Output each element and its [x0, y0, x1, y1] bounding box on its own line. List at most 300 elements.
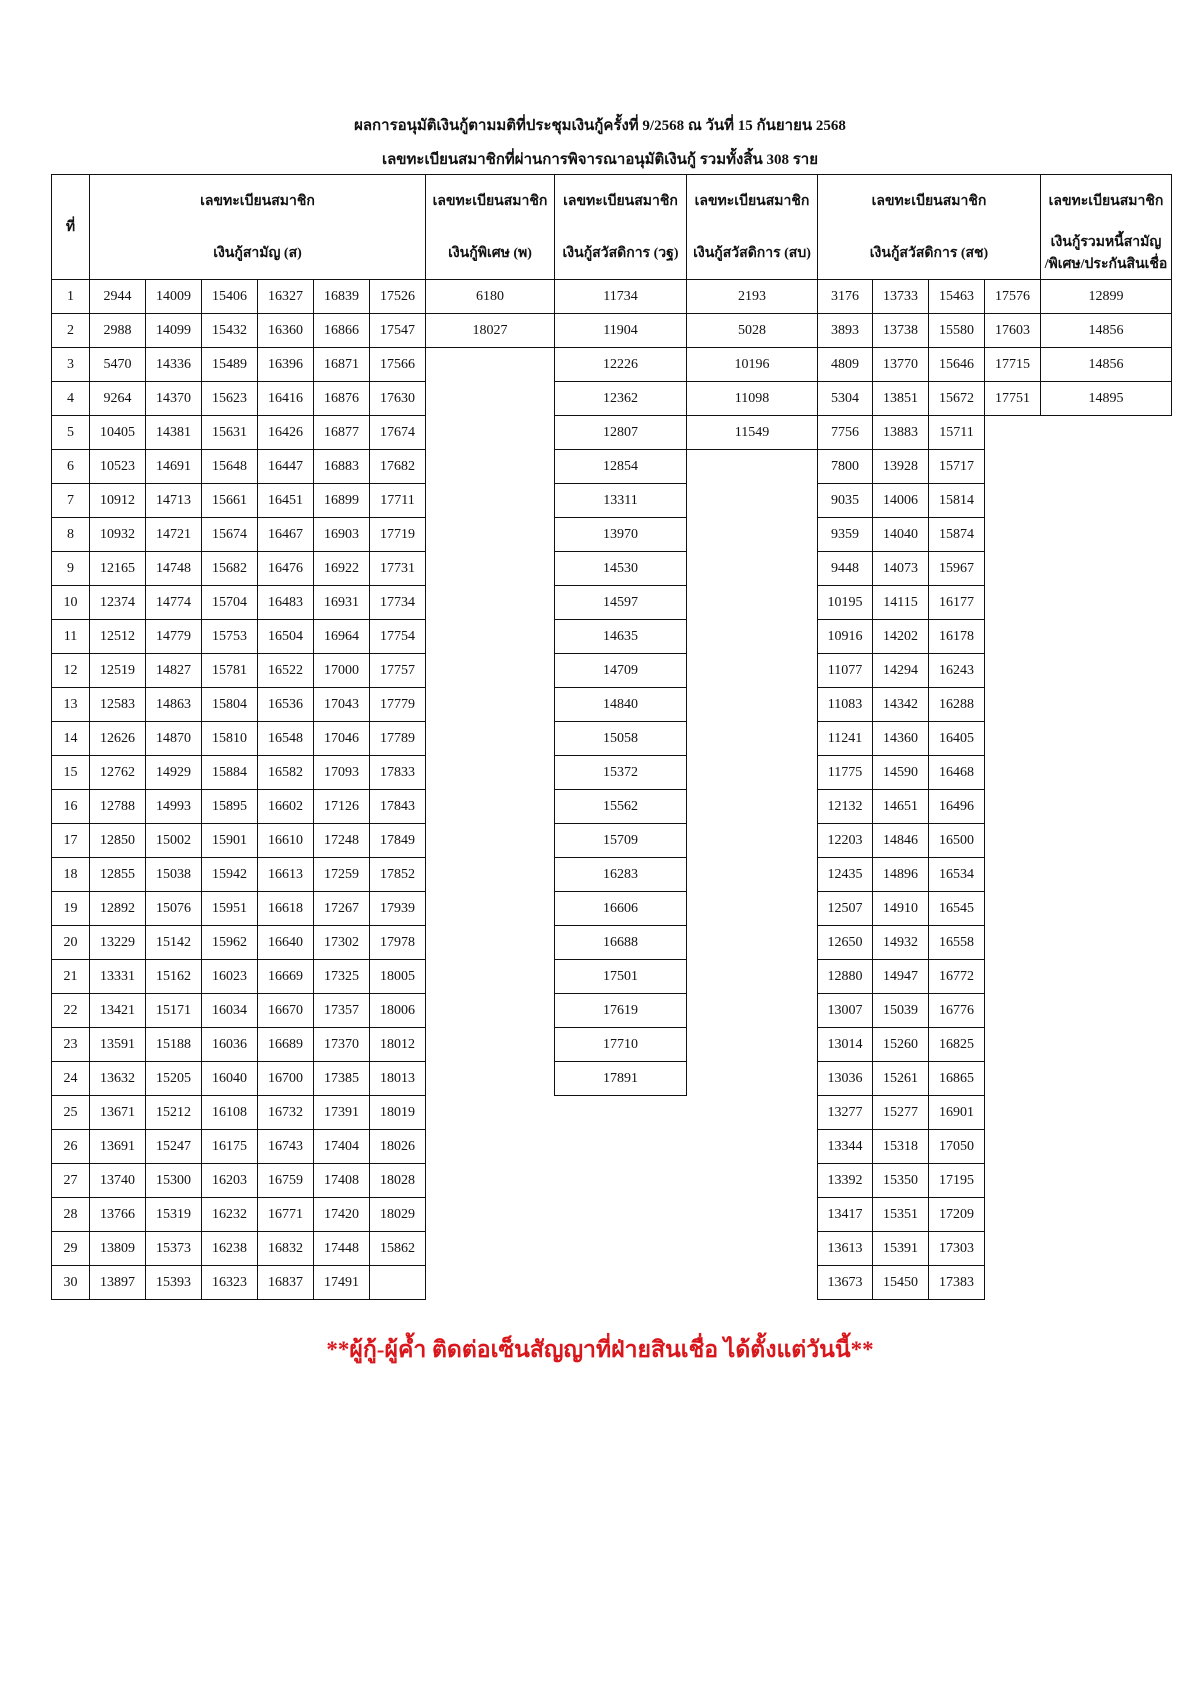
cell-s: 15205: [146, 1062, 202, 1096]
header-s-reg: เลขทะเบียนสมาชิก: [90, 175, 426, 228]
cell-s: 16175: [202, 1130, 258, 1164]
cell-s: 17448: [314, 1232, 370, 1266]
row-number: 9: [52, 552, 90, 586]
cell-sb: 2193: [687, 280, 818, 314]
cell-combined: [1041, 1028, 1172, 1062]
cell-sb: [687, 654, 818, 688]
cell-sc: 16776: [929, 994, 985, 1028]
cell-s: 17711: [370, 484, 426, 518]
cell-s: 17734: [370, 586, 426, 620]
cell-sc: 15277: [873, 1096, 929, 1130]
cell-s: 17043: [314, 688, 370, 722]
cell-sc: 13883: [873, 416, 929, 450]
cell-sb: [687, 824, 818, 858]
cell-s: 16700: [258, 1062, 314, 1096]
cell-sc: 16178: [929, 620, 985, 654]
cell-s: 17754: [370, 620, 426, 654]
cell-s: 17391: [314, 1096, 370, 1130]
cell-sc: 13673: [818, 1266, 873, 1300]
table-row: [52, 1062, 1172, 1096]
cell-s: 14827: [146, 654, 202, 688]
cell-s: 16640: [258, 926, 314, 960]
cell-vt: 14709: [555, 654, 687, 688]
cell-s: 12519: [90, 654, 146, 688]
cell-s: 10405: [90, 416, 146, 450]
cell-sc: 14947: [873, 960, 929, 994]
cell-sc: 13392: [818, 1164, 873, 1198]
cell-sb: [687, 1164, 818, 1198]
cell-s: 17731: [370, 552, 426, 586]
cell-vt: 15372: [555, 756, 687, 790]
cell-vt: 14840: [555, 688, 687, 722]
cell-sc: [985, 484, 1041, 518]
header-combined-label-line2: /พิเศษ/ประกันสินเชื่อ: [1044, 257, 1168, 272]
cell-s: 10912: [90, 484, 146, 518]
header-p-label: เงินกู้พิเศษ (พ): [426, 227, 555, 280]
row-number: 14: [52, 722, 90, 756]
table-row: [52, 892, 1172, 926]
cell-s: 15489: [202, 348, 258, 382]
cell-p: [426, 1232, 555, 1266]
cell-sc: 10916: [818, 620, 873, 654]
cell-s: 15406: [202, 280, 258, 314]
cell-s: 14381: [146, 416, 202, 450]
cell-vt: 17891: [555, 1062, 687, 1096]
cell-sb: [687, 756, 818, 790]
header-no: ที่: [52, 175, 90, 280]
cell-p: [426, 416, 555, 450]
row-number: 24: [52, 1062, 90, 1096]
cell-sc: 15039: [873, 994, 929, 1028]
cell-sc: 12880: [818, 960, 873, 994]
table-row: [52, 314, 1172, 348]
cell-sc: [985, 858, 1041, 892]
cell-sc: 15874: [929, 518, 985, 552]
cell-sb: [687, 518, 818, 552]
row-number: 21: [52, 960, 90, 994]
row-number: 2: [52, 314, 90, 348]
cell-s: 16877: [314, 416, 370, 450]
cell-sc: 16901: [929, 1096, 985, 1130]
cell-s: 16837: [258, 1266, 314, 1300]
cell-sc: 4809: [818, 348, 873, 382]
cell-s: 16034: [202, 994, 258, 1028]
cell-s: 16323: [202, 1266, 258, 1300]
cell-sb: [687, 484, 818, 518]
cell-sc: 16772: [929, 960, 985, 994]
cell-s: 17978: [370, 926, 426, 960]
cell-vt: 12807: [555, 416, 687, 450]
cell-s: 18012: [370, 1028, 426, 1062]
cell-s: 17849: [370, 824, 426, 858]
cell-sc: 15318: [873, 1130, 929, 1164]
cell-s: 14009: [146, 280, 202, 314]
row-number: 10: [52, 586, 90, 620]
cell-sc: 13417: [818, 1198, 873, 1232]
cell-sb: [687, 926, 818, 960]
cell-s: 17420: [314, 1198, 370, 1232]
cell-combined: [1041, 518, 1172, 552]
cell-s: 16522: [258, 654, 314, 688]
cell-combined: 14856: [1041, 348, 1172, 382]
table-row: [52, 450, 1172, 484]
cell-sc: 12203: [818, 824, 873, 858]
cell-sc: 15351: [873, 1198, 929, 1232]
cell-s: 17248: [314, 824, 370, 858]
cell-s: 13691: [90, 1130, 146, 1164]
cell-s: 13809: [90, 1232, 146, 1266]
cell-vt: 14530: [555, 552, 687, 586]
cell-combined: [1041, 654, 1172, 688]
cell-s: 16866: [314, 314, 370, 348]
table-row: [52, 858, 1172, 892]
cell-s: 14691: [146, 450, 202, 484]
cell-s: 14370: [146, 382, 202, 416]
cell-sc: 17209: [929, 1198, 985, 1232]
cell-s: 16903: [314, 518, 370, 552]
cell-p: [426, 790, 555, 824]
cell-s: 16504: [258, 620, 314, 654]
cell-sb: [687, 1130, 818, 1164]
cell-sb: [687, 1198, 818, 1232]
cell-sc: [985, 1198, 1041, 1232]
cell-sc: [985, 1096, 1041, 1130]
cell-s: 15781: [202, 654, 258, 688]
header-p-reg: เลขทะเบียนสมาชิก: [426, 175, 555, 228]
cell-vt: 15562: [555, 790, 687, 824]
cell-p: [426, 620, 555, 654]
cell-s: 14870: [146, 722, 202, 756]
cell-s: 15674: [202, 518, 258, 552]
table-body: [52, 280, 1172, 1300]
cell-s: 16899: [314, 484, 370, 518]
cell-vt: 15058: [555, 722, 687, 756]
table-row: [52, 586, 1172, 620]
cell-p: [426, 858, 555, 892]
cell-combined: [1041, 552, 1172, 586]
cell-sc: 15646: [929, 348, 985, 382]
cell-s: [370, 1266, 426, 1300]
cell-p: [426, 824, 555, 858]
header-vt-reg: เลขทะเบียนสมาชิก: [555, 175, 687, 228]
cell-vt: 12854: [555, 450, 687, 484]
cell-vt: 14635: [555, 620, 687, 654]
cell-s: 16759: [258, 1164, 314, 1198]
cell-s: 12374: [90, 586, 146, 620]
cell-s: 15682: [202, 552, 258, 586]
cell-combined: [1041, 790, 1172, 824]
cell-sc: 16545: [929, 892, 985, 926]
cell-s: 17370: [314, 1028, 370, 1062]
cell-vt: 13970: [555, 518, 687, 552]
cell-sc: [985, 450, 1041, 484]
cell-s: 15162: [146, 960, 202, 994]
cell-vt: 16606: [555, 892, 687, 926]
cell-sc: [985, 586, 1041, 620]
cell-s: 16839: [314, 280, 370, 314]
cell-combined: [1041, 1062, 1172, 1096]
cell-sc: 3176: [818, 280, 873, 314]
row-number: 30: [52, 1266, 90, 1300]
cell-sc: 15717: [929, 450, 985, 484]
cell-s: 14748: [146, 552, 202, 586]
cell-s: 18026: [370, 1130, 426, 1164]
cell-s: 17357: [314, 994, 370, 1028]
cell-s: 16447: [258, 450, 314, 484]
cell-combined: 14895: [1041, 382, 1172, 416]
cell-s: 16922: [314, 552, 370, 586]
cell-s: 16876: [314, 382, 370, 416]
cell-sc: [985, 688, 1041, 722]
cell-s: 16451: [258, 484, 314, 518]
cell-s: 16416: [258, 382, 314, 416]
cell-sc: 9359: [818, 518, 873, 552]
cell-sc: 14360: [873, 722, 929, 756]
cell-sc: 13277: [818, 1096, 873, 1130]
cell-p: [426, 450, 555, 484]
cell-sc: 15711: [929, 416, 985, 450]
cell-s: 17566: [370, 348, 426, 382]
cell-p: [426, 1198, 555, 1232]
cell-s: 17789: [370, 722, 426, 756]
cell-sc: [985, 722, 1041, 756]
cell-sc: 16288: [929, 688, 985, 722]
table-row: [52, 824, 1172, 858]
table-row: [52, 416, 1172, 450]
cell-sc: 14006: [873, 484, 929, 518]
cell-p: 18027: [426, 314, 555, 348]
cell-s: 17630: [370, 382, 426, 416]
cell-sc: 3893: [818, 314, 873, 348]
cell-s: 15884: [202, 756, 258, 790]
cell-s: 16771: [258, 1198, 314, 1232]
cell-sc: 15261: [873, 1062, 929, 1096]
cell-s: 14929: [146, 756, 202, 790]
cell-sc: 14040: [873, 518, 929, 552]
cell-s: 2988: [90, 314, 146, 348]
cell-s: 17674: [370, 416, 426, 450]
header-sc-label: เงินกู้สวัสดิการ (สช): [818, 227, 1041, 280]
row-number: 1: [52, 280, 90, 314]
row-number: 3: [52, 348, 90, 382]
cell-sb: [687, 858, 818, 892]
cell-sc: 16825: [929, 1028, 985, 1062]
cell-sc: 14073: [873, 552, 929, 586]
cell-s: 17385: [314, 1062, 370, 1096]
row-number: 16: [52, 790, 90, 824]
cell-s: 17408: [314, 1164, 370, 1198]
cell-sc: 13613: [818, 1232, 873, 1266]
cell-sb: 11549: [687, 416, 818, 450]
cell-sc: 9448: [818, 552, 873, 586]
cell-sc: 13007: [818, 994, 873, 1028]
cell-sc: 16468: [929, 756, 985, 790]
cell-sc: 14115: [873, 586, 929, 620]
table-row: [52, 654, 1172, 688]
row-number: 28: [52, 1198, 90, 1232]
cell-sc: 14202: [873, 620, 929, 654]
cell-s: 17719: [370, 518, 426, 552]
cell-combined: [1041, 1096, 1172, 1130]
cell-s: 13331: [90, 960, 146, 994]
cell-p: [426, 688, 555, 722]
row-number: 26: [52, 1130, 90, 1164]
table-row: [52, 926, 1172, 960]
cell-sc: 17195: [929, 1164, 985, 1198]
cell-s: 17404: [314, 1130, 370, 1164]
cell-combined: [1041, 416, 1172, 450]
row-number: 11: [52, 620, 90, 654]
cell-s: 15951: [202, 892, 258, 926]
header-vt-label: เงินกู้สวัสดิการ (วฐ): [555, 227, 687, 280]
table-row: [52, 1130, 1172, 1164]
cell-s: 15753: [202, 620, 258, 654]
cell-s: 13229: [90, 926, 146, 960]
cell-sc: [985, 1130, 1041, 1164]
cell-sc: 17383: [929, 1266, 985, 1300]
cell-s: 15076: [146, 892, 202, 926]
cell-s: 13671: [90, 1096, 146, 1130]
cell-sc: [985, 552, 1041, 586]
cell-sb: [687, 620, 818, 654]
cell-sb: [687, 1266, 818, 1300]
cell-s: 12892: [90, 892, 146, 926]
notice-text: **ผู้กู้-ผู้ค้ำ ติดต่อเซ็นสัญญาที่ฝ่ายสินเชื่อ ได้ตั้งแต่วันนี้**: [326, 1337, 874, 1362]
cell-s: 13632: [90, 1062, 146, 1096]
cell-combined: [1041, 1198, 1172, 1232]
cell-s: 5470: [90, 348, 146, 382]
table-row: [52, 960, 1172, 994]
cell-s: 17491: [314, 1266, 370, 1300]
cell-combined: [1041, 994, 1172, 1028]
cell-s: 16108: [202, 1096, 258, 1130]
cell-sc: 13928: [873, 450, 929, 484]
cell-sc: 17751: [985, 382, 1041, 416]
cell-p: [426, 518, 555, 552]
cell-s: 16602: [258, 790, 314, 824]
cell-combined: 14856: [1041, 314, 1172, 348]
cell-sc: 16500: [929, 824, 985, 858]
cell-s: 17852: [370, 858, 426, 892]
cell-sc: 17050: [929, 1130, 985, 1164]
cell-vt: 16283: [555, 858, 687, 892]
cell-sc: [985, 1266, 1041, 1300]
table-row: [52, 620, 1172, 654]
cell-sb: [687, 1096, 818, 1130]
cell-sc: 11083: [818, 688, 873, 722]
cell-vt: 12362: [555, 382, 687, 416]
cell-s: 15002: [146, 824, 202, 858]
cell-s: 17302: [314, 926, 370, 960]
cell-s: 16582: [258, 756, 314, 790]
cell-sc: 14846: [873, 824, 929, 858]
cell-sc: 16558: [929, 926, 985, 960]
cell-s: 18013: [370, 1062, 426, 1096]
cell-combined: [1041, 620, 1172, 654]
cell-sb: [687, 722, 818, 756]
cell-s: 16536: [258, 688, 314, 722]
cell-s: 16931: [314, 586, 370, 620]
cell-sc: 15463: [929, 280, 985, 314]
cell-sc: [985, 926, 1041, 960]
cell-s: 16618: [258, 892, 314, 926]
cell-sc: [985, 824, 1041, 858]
cell-combined: [1041, 858, 1172, 892]
cell-s: 16036: [202, 1028, 258, 1062]
cell-sb: [687, 892, 818, 926]
cell-combined: [1041, 484, 1172, 518]
row-number: 12: [52, 654, 90, 688]
table-row: [52, 722, 1172, 756]
row-number: 7: [52, 484, 90, 518]
cell-s: 14993: [146, 790, 202, 824]
row-number: 19: [52, 892, 90, 926]
cell-s: 12850: [90, 824, 146, 858]
cell-vt: 11734: [555, 280, 687, 314]
cell-p: [426, 722, 555, 756]
cell-vt: [555, 1198, 687, 1232]
row-number: 23: [52, 1028, 90, 1062]
cell-sc: 11077: [818, 654, 873, 688]
cell-sc: 12650: [818, 926, 873, 960]
cell-combined: [1041, 722, 1172, 756]
cell-s: 13897: [90, 1266, 146, 1300]
cell-sb: [687, 552, 818, 586]
cell-s: 15661: [202, 484, 258, 518]
cell-sc: 13733: [873, 280, 929, 314]
cell-sc: 12507: [818, 892, 873, 926]
cell-sc: [985, 1164, 1041, 1198]
cell-s: 15648: [202, 450, 258, 484]
cell-sc: [985, 892, 1041, 926]
cell-sc: [985, 1062, 1041, 1096]
cell-p: [426, 1164, 555, 1198]
cell-sc: 16865: [929, 1062, 985, 1096]
cell-vt: 14597: [555, 586, 687, 620]
cell-sc: 15260: [873, 1028, 929, 1062]
cell-p: [426, 892, 555, 926]
cell-sc: 15391: [873, 1232, 929, 1266]
cell-sc: 7756: [818, 416, 873, 450]
cell-s: 13421: [90, 994, 146, 1028]
table-row: [52, 1096, 1172, 1130]
row-number: 18: [52, 858, 90, 892]
cell-s: 16203: [202, 1164, 258, 1198]
cell-vt: [555, 1130, 687, 1164]
cell-s: 14336: [146, 348, 202, 382]
cell-combined: 12899: [1041, 280, 1172, 314]
cell-s: 14863: [146, 688, 202, 722]
table-row: [52, 1266, 1172, 1300]
cell-p: [426, 756, 555, 790]
cell-sc: 10195: [818, 586, 873, 620]
cell-sc: [985, 620, 1041, 654]
cell-sc: 13770: [873, 348, 929, 382]
cell-s: 17093: [314, 756, 370, 790]
cell-sc: [985, 790, 1041, 824]
table-row: [52, 382, 1172, 416]
cell-s: 16964: [314, 620, 370, 654]
cell-sc: 14590: [873, 756, 929, 790]
cell-sc: 5304: [818, 382, 873, 416]
cell-sc: 16405: [929, 722, 985, 756]
cell-s: 15962: [202, 926, 258, 960]
cell-s: 16871: [314, 348, 370, 382]
header-sb-label: เงินกู้สวัสดิการ (สบ): [687, 227, 818, 280]
cell-s: 15704: [202, 586, 258, 620]
cell-sc: 14910: [873, 892, 929, 926]
cell-s: 16476: [258, 552, 314, 586]
